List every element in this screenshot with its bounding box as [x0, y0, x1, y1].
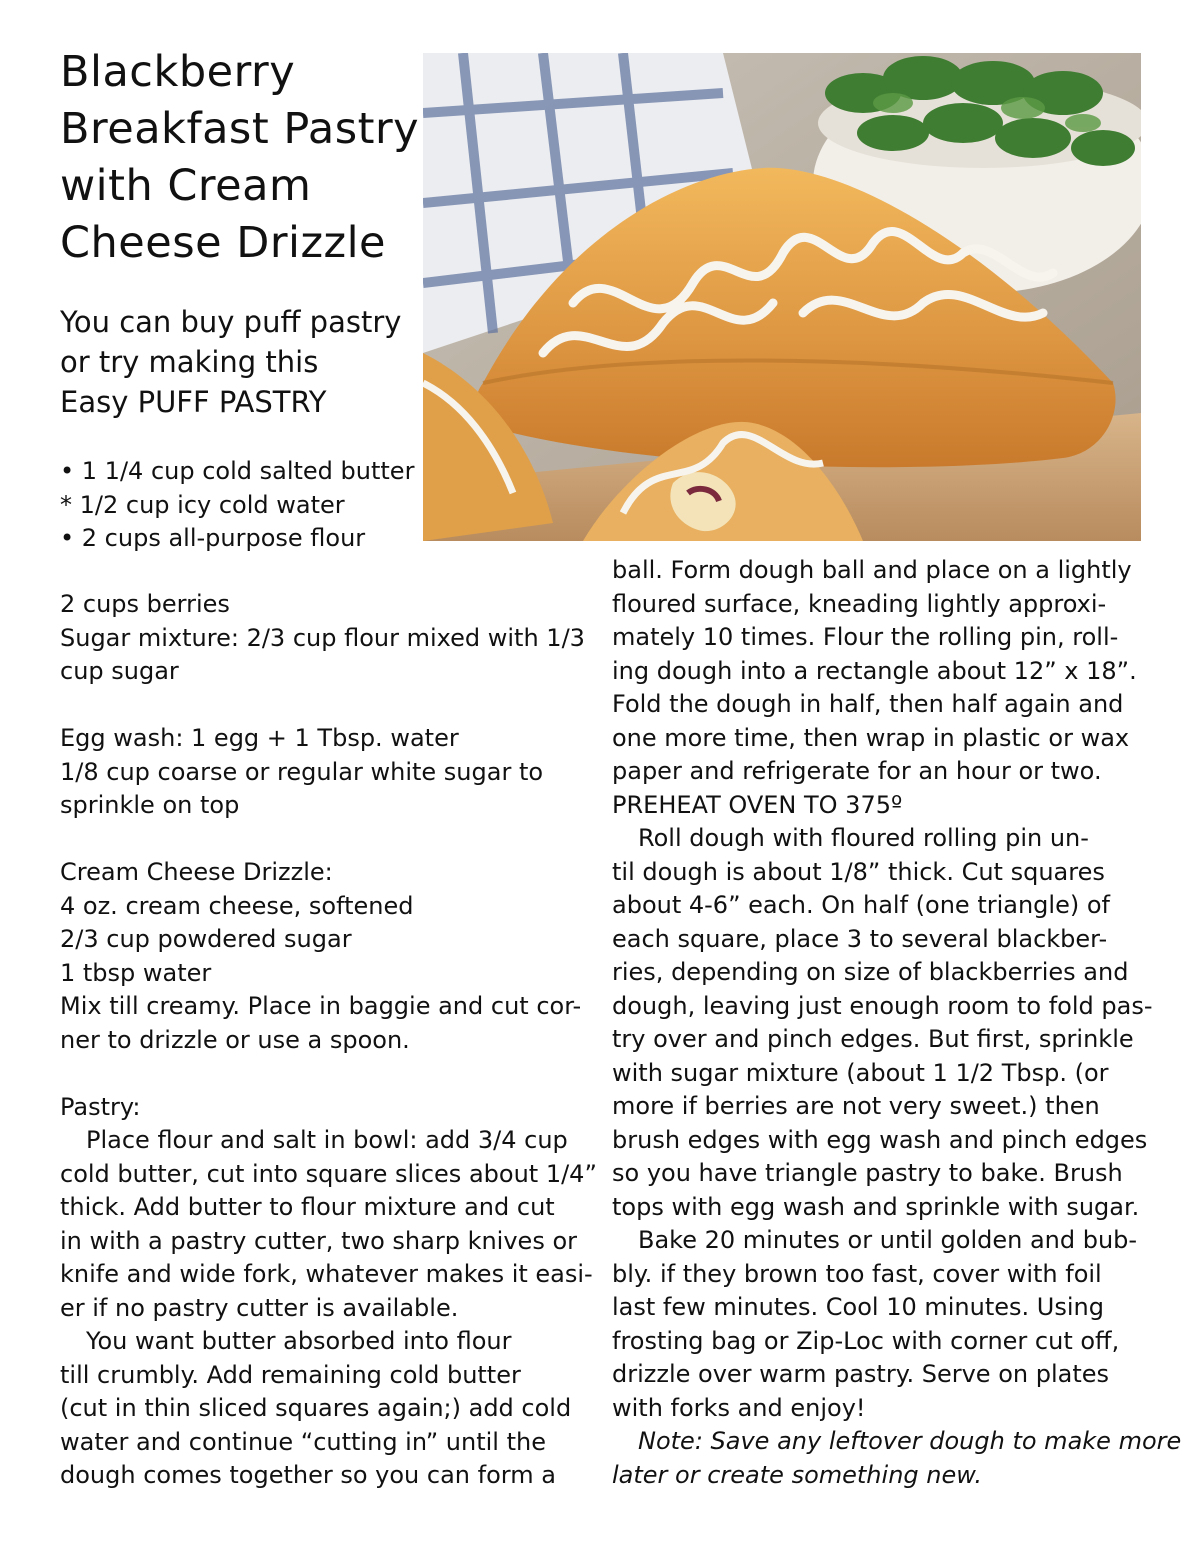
text-line: brush edges with egg wash and pinch edges	[612, 1125, 1148, 1154]
text-line: (cut in thin sliced squares again;) add cold	[60, 1394, 572, 1422]
butter-water-flour-list	[60, 455, 430, 556]
text-line: in with a pastry cutter, two sharp knives or	[60, 1226, 577, 1255]
text-line: water and continue “cutting in” until the	[60, 1427, 546, 1456]
text-line: ball. Form dough ball and place on a lightly	[612, 556, 1132, 584]
text-line: Egg wash: 1 egg + 1 Tbsp. water	[60, 724, 459, 752]
right-column-text	[612, 554, 1182, 1492]
text-line: ries, depending on size of blackberries and	[612, 958, 1129, 986]
preheat-instruction: PREHEAT OVEN TO 375º	[612, 790, 903, 819]
text-line: so you have triangle pastry to bake. Brush	[612, 1159, 1123, 1187]
list-item: * 1/2 cup icy cold water	[60, 490, 345, 519]
text-line: with sugar mixture (about 1 1/2 Tbsp. (or	[612, 1058, 1109, 1087]
text-line: Fold the dough in half, then half again and	[612, 690, 1124, 718]
text-line: each square, place 3 to several blackber-	[612, 924, 1108, 953]
text-line: tops with egg wash and sprinkle with sugar.	[612, 1192, 1140, 1221]
left-column-text	[60, 588, 600, 1493]
section-heading: Pastry:	[60, 1092, 141, 1121]
subtitle-line: Easy PUFF PASTRY	[60, 385, 327, 419]
text-line: thick. Add butter to flour mixture and cut	[60, 1193, 555, 1221]
text-line: dough comes together so you can form a	[60, 1461, 556, 1489]
text-line: about 4-6” each. On half (one triangle) of	[612, 891, 1110, 919]
recipe-subtitle	[60, 302, 420, 422]
pastry-photo-illustration	[423, 53, 1141, 541]
text-line: floured surface, kneading lightly approxi-	[612, 589, 1107, 618]
text-line: bly. if they brown too fast, cover with foil	[612, 1259, 1102, 1288]
text-line: 4 oz. cream cheese, softened	[60, 891, 414, 920]
text-line: with forks and enjoy!	[612, 1393, 866, 1422]
subtitle-line: You can buy puff pastry	[60, 305, 402, 339]
text-line: Sugar mixture: 2/3 cup flour mixed with 1/3	[60, 623, 585, 652]
text-line: sprinkle on top	[60, 791, 240, 819]
text-line: knife and wide fork, whatever makes it easi-	[60, 1260, 593, 1288]
subtitle-line: or try making this	[60, 345, 319, 379]
text-line: Cream Cheese Drizzle:	[60, 858, 333, 886]
text-line: cold butter, cut into square slices about 1/4”	[60, 1159, 597, 1188]
blank-line	[60, 823, 600, 857]
text-line: drizzle over warm pastry. Serve on plates	[612, 1360, 1110, 1388]
text-line: more if berries are not very sweet.) then	[612, 1092, 1100, 1120]
text-line: cup sugar	[60, 657, 179, 685]
text-line: ing dough into a rectangle about 12” x 18”.	[612, 656, 1137, 685]
recipe-title: Blackberry Breakfast Pastry with Cream Cheese Drizzle	[60, 47, 420, 268]
text-line: til dough is about 1/8” thick. Cut squares	[612, 857, 1105, 886]
note-line: later or create something new.	[612, 1460, 982, 1489]
text-line: You want butter absorbed into flour	[86, 1327, 512, 1355]
text-line: ner to drizzle or use a spoon.	[60, 1025, 410, 1054]
text-line: Mix till creamy. Place in baggie and cut cor-	[60, 992, 582, 1020]
text-line: try over and pinch edges. But first, sprinkle	[612, 1025, 1134, 1053]
text-line: 1 tbsp water	[60, 958, 212, 987]
text-line: dough, leaving just enough room to fold pas-	[612, 991, 1153, 1020]
text-line: till crumbly. Add remaining cold butter	[60, 1360, 521, 1389]
blank-line	[60, 689, 600, 723]
text-line: mately 10 times. Flour the rolling pin, roll-	[612, 623, 1119, 651]
text-line: Roll dough with floured rolling pin un-	[638, 824, 1089, 852]
text-line: er if no pastry cutter is available.	[60, 1293, 459, 1322]
text-line: one more time, then wrap in plastic or wax	[612, 723, 1130, 752]
text-line: frosting bag or Zip-Loc with corner cut off,	[612, 1326, 1120, 1355]
note-line: Note: Save any leftover dough to make more	[638, 1427, 1182, 1455]
text-line: last few minutes. Cool 10 minutes. Using	[612, 1293, 1104, 1321]
text-line: 2 cups berries	[60, 590, 230, 618]
text-line: Place flour and salt in bowl: add 3/4 cup	[86, 1126, 568, 1154]
blank-line	[60, 1057, 600, 1091]
text-line: 2/3 cup powdered sugar	[60, 925, 352, 953]
text-line: 1/8 cup coarse or regular white sugar to	[60, 757, 544, 786]
recipe-photo	[423, 53, 1141, 541]
text-line: Bake 20 minutes or until golden and bub-	[638, 1226, 1138, 1254]
text-line: paper and refrigerate for an hour or two.	[612, 757, 1102, 785]
list-item: • 2 cups all-purpose flour	[60, 524, 366, 552]
list-item: • 1 1/4 cup cold salted butter	[60, 457, 415, 485]
